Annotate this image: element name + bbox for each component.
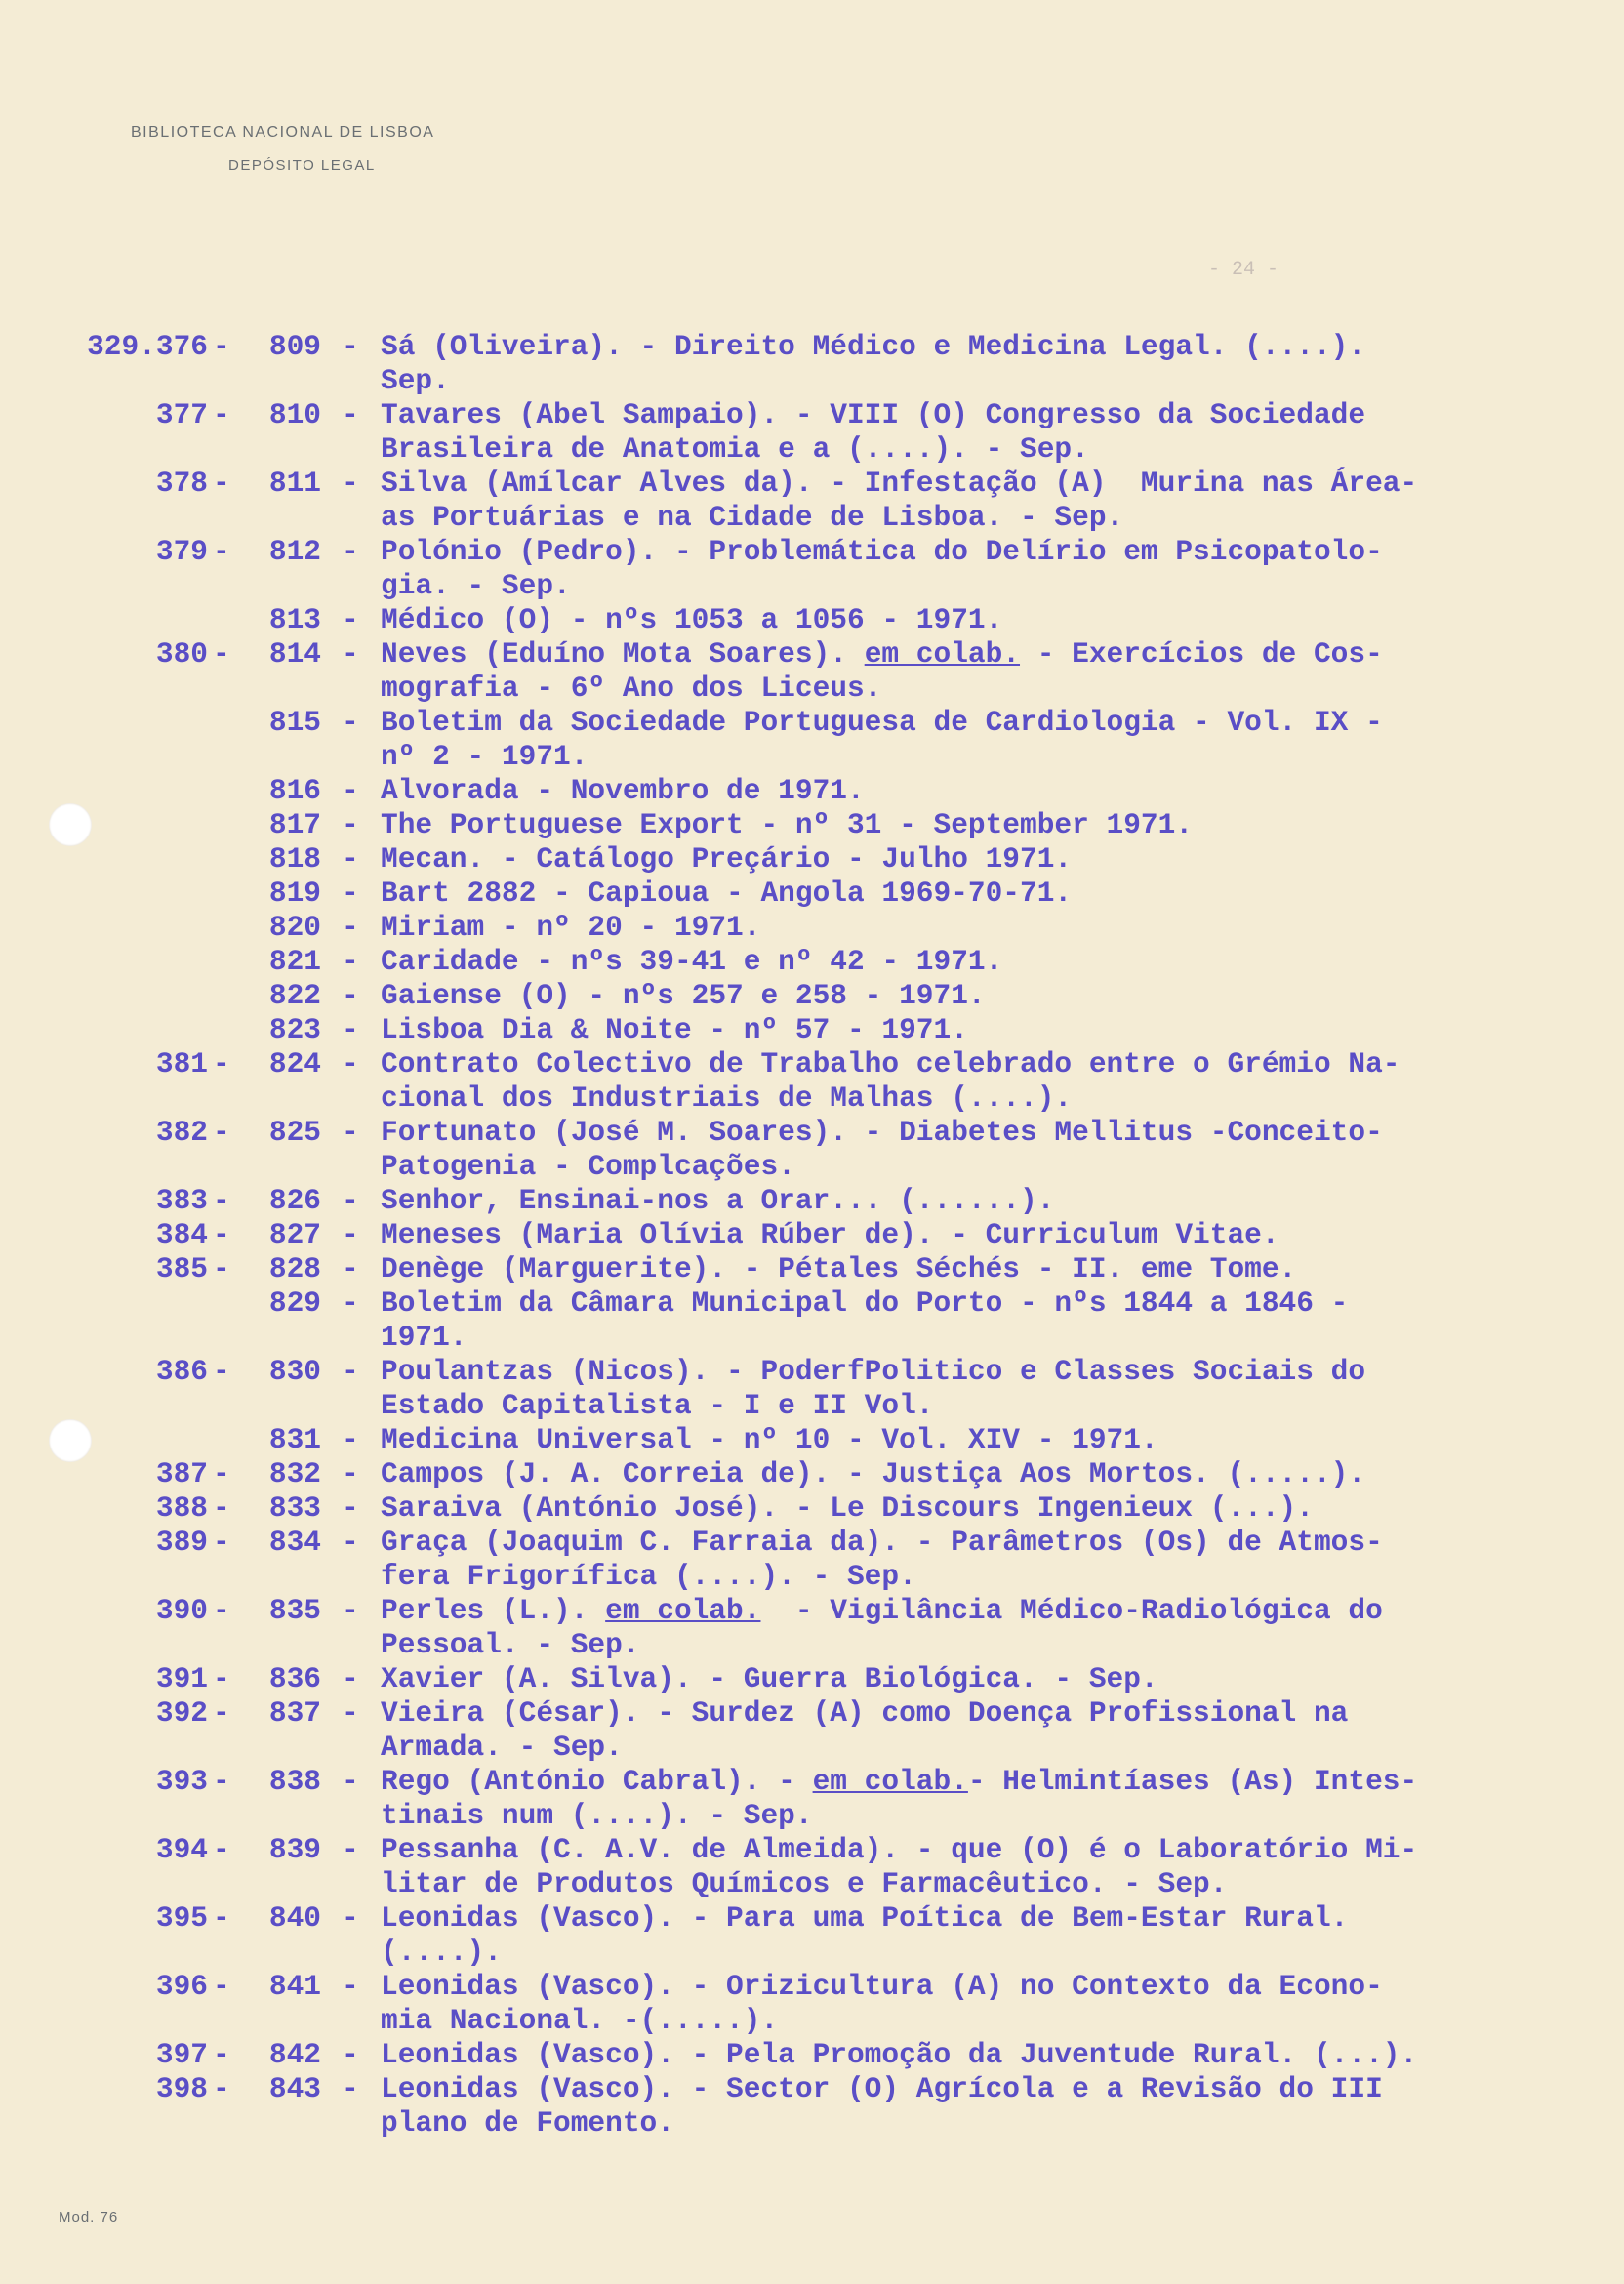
registry-number: 396 xyxy=(155,1970,208,2003)
separator-dash: - xyxy=(342,774,359,807)
separator-dash: - xyxy=(342,1594,359,1627)
deposit-number: 838 xyxy=(268,1765,321,1798)
deposit-number: 836 xyxy=(268,1662,321,1695)
deposit-number: 841 xyxy=(268,1970,321,2003)
separator-dash: - xyxy=(342,637,359,671)
entry-text: Fortunato (José M. Soares). - Diabetes Mellitus -Conceito- xyxy=(381,1116,1383,1149)
catalog-entry-continuation xyxy=(0,501,1624,535)
catalog-entry-continuation xyxy=(0,1321,1624,1355)
registry-number: 395 xyxy=(155,1901,208,1935)
registry-number: 398 xyxy=(155,2072,208,2105)
entry-text: fera Frigorífica (....). - Sep. xyxy=(381,1560,916,1593)
separator-dash: - xyxy=(213,637,230,671)
entry-text: Brasileira de Anatomia e a (....). - Sep. xyxy=(381,432,1089,466)
separator-dash: - xyxy=(342,1252,359,1285)
entry-text: (....). xyxy=(381,1936,502,1969)
deposit-number: 814 xyxy=(268,637,321,671)
deposit-number: 843 xyxy=(268,2072,321,2105)
separator-dash: - xyxy=(342,467,359,500)
registry-number: 381 xyxy=(155,1047,208,1081)
entry-text: Denège (Marguerite). - Pétales Séchés - II. eme Tome. xyxy=(381,1252,1297,1285)
entry-text: Médico (O) - nºs 1053 a 1056 - 1971. xyxy=(381,603,1003,636)
registry-number: 393 xyxy=(155,1765,208,1798)
registry-number: 380 xyxy=(155,637,208,671)
separator-dash: - xyxy=(342,1696,359,1730)
registry-number: 385 xyxy=(155,1252,208,1285)
entry-text: Sá (Oliveira). - Direito Médico e Medicina Legal. (....). xyxy=(381,330,1366,363)
deposit-number: 827 xyxy=(268,1218,321,1251)
catalog-entry-continuation xyxy=(0,2106,1624,2141)
separator-dash: - xyxy=(213,398,230,431)
catalog-entry xyxy=(0,1833,1624,1867)
catalog-entry xyxy=(0,1901,1624,1936)
separator-dash: - xyxy=(342,2072,359,2105)
separator-dash: - xyxy=(342,1526,359,1559)
catalog-entry xyxy=(0,1594,1624,1628)
catalog-entry-continuation xyxy=(0,1150,1624,1184)
entry-text: Perles (L.). em colab. - Vigilância Médico-Radiológica do xyxy=(381,1594,1383,1627)
separator-dash: - xyxy=(213,330,230,363)
separator-dash: - xyxy=(342,1970,359,2003)
separator-dash: - xyxy=(213,535,230,568)
separator-dash: - xyxy=(342,1901,359,1935)
registry-number: 388 xyxy=(155,1491,208,1525)
catalog-entry xyxy=(0,467,1624,501)
separator-dash: - xyxy=(213,1184,230,1217)
separator-dash: - xyxy=(342,808,359,841)
separator-dash: - xyxy=(342,1218,359,1251)
entry-text: Lisboa Dia & Noite - nº 57 - 1971. xyxy=(381,1013,968,1046)
registry-number: 382 xyxy=(155,1116,208,1149)
entry-text: Pessoal. - Sep. xyxy=(381,1628,640,1661)
registry-number: 394 xyxy=(155,1833,208,1866)
entry-text: Estado Capitalista - I e II Vol. xyxy=(381,1389,934,1422)
entry-text: cional dos Industriais de Malhas (....). xyxy=(381,1081,1073,1115)
entry-text: Bart 2882 - Capioua - Angola 1969-70-71. xyxy=(381,877,1073,910)
deposit-number: 825 xyxy=(268,1116,321,1149)
separator-dash: - xyxy=(342,398,359,431)
catalog-entry-continuation xyxy=(0,432,1624,467)
deposit-number: 809 xyxy=(268,330,321,363)
entry-text: Mecan. - Catálogo Preçário - Julho 1971. xyxy=(381,842,1073,876)
entry-text: Boletim da Câmara Municipal do Porto - nºs 1844 a 1846 - xyxy=(381,1286,1349,1320)
deposit-number: 833 xyxy=(268,1491,321,1525)
entry-text: Armada. - Sep. xyxy=(381,1731,623,1764)
catalog-entry-continuation xyxy=(0,1560,1624,1594)
registry-number: 391 xyxy=(155,1662,208,1695)
entry-text: Meneses (Maria Olívia Rúber de). - Curriculum Vitae. xyxy=(381,1218,1279,1251)
catalog-entry xyxy=(0,535,1624,569)
entry-text: Leonidas (Vasco). - Orizicultura (A) no Contexto da Econo- xyxy=(381,1970,1383,2003)
separator-dash: - xyxy=(213,1526,230,1559)
registry-number: 377 xyxy=(155,398,208,431)
separator-dash: - xyxy=(342,603,359,636)
catalog-entry xyxy=(0,1526,1624,1560)
entry-text: plano de Fomento. xyxy=(381,2106,674,2140)
catalog-entry xyxy=(0,808,1624,842)
catalog-entry xyxy=(0,877,1624,911)
form-code: Mod. 76 xyxy=(59,2209,119,2225)
deposit-number: 835 xyxy=(268,1594,321,1627)
deposit-number: 831 xyxy=(268,1423,321,1456)
entry-text: Leonidas (Vasco). - Pela Promoção da Juventude Rural. (...). xyxy=(381,2038,1418,2071)
registry-number: 390 xyxy=(155,1594,208,1627)
catalog-entry-continuation xyxy=(0,672,1624,706)
entry-text: Boletim da Sociedade Portuguesa de Cardiologia - Vol. IX - xyxy=(381,706,1383,739)
registry-number: 389 xyxy=(155,1526,208,1559)
deposit-number: 823 xyxy=(268,1013,321,1046)
separator-dash: - xyxy=(213,1252,230,1285)
deposit-number: 837 xyxy=(268,1696,321,1730)
catalog-entry xyxy=(0,2038,1624,2072)
entry-text: nº 2 - 1971. xyxy=(381,740,589,773)
separator-dash: - xyxy=(342,1491,359,1525)
catalog-list xyxy=(0,330,1624,2141)
registry-number: 383 xyxy=(155,1184,208,1217)
separator-dash: - xyxy=(342,1765,359,1798)
registry-number: 386 xyxy=(155,1355,208,1388)
separator-dash: - xyxy=(342,1013,359,1046)
registry-number: 392 xyxy=(155,1696,208,1730)
entry-text: Leonidas (Vasco). - Sector (O) Agrícola e a Revisão do III xyxy=(381,2072,1383,2105)
registry-number: 329.376 xyxy=(87,330,208,363)
separator-dash: - xyxy=(342,877,359,910)
entry-text: Pessanha (C. A.V. de Almeida). - que (O) é o Laboratório Mi- xyxy=(381,1833,1418,1866)
catalog-entry xyxy=(0,1457,1624,1491)
entry-text: Campos (J. A. Correia de). - Justiça Aos Mortos. (.....). xyxy=(381,1457,1366,1490)
separator-dash: - xyxy=(342,1662,359,1695)
deposit-number: 829 xyxy=(268,1286,321,1320)
catalog-entry xyxy=(0,603,1624,637)
separator-dash: - xyxy=(213,1457,230,1490)
catalog-entry xyxy=(0,1116,1624,1150)
entry-text: gia. - Sep. xyxy=(381,569,571,602)
catalog-entry xyxy=(0,1286,1624,1321)
catalog-entry xyxy=(0,1047,1624,1081)
separator-dash: - xyxy=(342,535,359,568)
separator-dash: - xyxy=(213,2038,230,2071)
entry-text: The Portuguese Export - nº 31 - September 1971. xyxy=(381,808,1194,841)
deposit-number: 811 xyxy=(268,467,321,500)
deposit-number: 815 xyxy=(268,706,321,739)
catalog-entry xyxy=(0,637,1624,672)
separator-dash: - xyxy=(213,1765,230,1798)
entry-text: Rego (António Cabral). - em colab.- Helmintíases (As) Intes- xyxy=(381,1765,1418,1798)
deposit-number: 834 xyxy=(268,1526,321,1559)
separator-dash: - xyxy=(213,1833,230,1866)
catalog-entry xyxy=(0,1355,1624,1389)
catalog-entry xyxy=(0,1252,1624,1286)
deposit-number: 830 xyxy=(268,1355,321,1388)
catalog-entry xyxy=(0,979,1624,1013)
registry-number: 397 xyxy=(155,2038,208,2071)
deposit-number: 821 xyxy=(268,945,321,978)
entry-text: Silva (Amílcar Alves da). - Infestação (A) Murina nas Área- xyxy=(381,467,1418,500)
catalog-entry-continuation xyxy=(0,1731,1624,1765)
catalog-entry-continuation xyxy=(0,2004,1624,2038)
separator-dash: - xyxy=(342,1457,359,1490)
entry-text: Polónio (Pedro). - Problemática do Delírio em Psicopatolo- xyxy=(381,535,1383,568)
separator-dash: - xyxy=(342,945,359,978)
entry-text: Gaiense (O) - nºs 257 e 258 - 1971. xyxy=(381,979,986,1012)
entry-text: Patogenia - Complcações. xyxy=(381,1150,795,1183)
deposit-number: 813 xyxy=(268,603,321,636)
entry-text: 1971. xyxy=(381,1321,467,1354)
deposit-number: 816 xyxy=(268,774,321,807)
registry-number: 384 xyxy=(155,1218,208,1251)
entry-text: litar de Produtos Químicos e Farmacêutico. - Sep. xyxy=(381,1867,1228,1900)
catalog-entry xyxy=(0,774,1624,808)
entry-text: Alvorada - Novembro de 1971. xyxy=(381,774,865,807)
catalog-entry-continuation xyxy=(0,740,1624,774)
entry-text: mografia - 6º Ano dos Liceus. xyxy=(381,672,882,705)
deposit-number: 819 xyxy=(268,877,321,910)
entry-text: Neves (Eduíno Mota Soares). em colab. - Exercícios de Cos- xyxy=(381,637,1383,671)
catalog-entry xyxy=(0,1013,1624,1047)
entry-text: Leonidas (Vasco). - Para uma Poítica de Bem-Estar Rural. xyxy=(381,1901,1349,1935)
deposit-number: 817 xyxy=(268,808,321,841)
deposit-number: 828 xyxy=(268,1252,321,1285)
catalog-entry-continuation xyxy=(0,1389,1624,1423)
catalog-entry xyxy=(0,842,1624,877)
deposit-number: 826 xyxy=(268,1184,321,1217)
deposit-number: 840 xyxy=(268,1901,321,1935)
entry-text: Xavier (A. Silva). - Guerra Biológica. - Sep. xyxy=(381,1662,1158,1695)
separator-dash: - xyxy=(213,1901,230,1935)
catalog-entry xyxy=(0,1184,1624,1218)
underlined-note: em colab. xyxy=(605,1594,761,1627)
catalog-entry-continuation xyxy=(0,1799,1624,1833)
catalog-entry xyxy=(0,945,1624,979)
separator-dash: - xyxy=(213,1970,230,2003)
registry-number: 379 xyxy=(155,535,208,568)
registry-number: 387 xyxy=(155,1457,208,1490)
catalog-entry-continuation xyxy=(0,1867,1624,1901)
entry-text: Graça (Joaquim C. Farraia da). - Parâmetros (Os) de Atmos- xyxy=(381,1526,1383,1559)
institution-header: BIBLIOTECA NACIONAL DE LISBOA xyxy=(131,124,435,141)
separator-dash: - xyxy=(213,1594,230,1627)
catalog-entry xyxy=(0,1765,1624,1799)
entry-text: Caridade - nºs 39-41 e nº 42 - 1971. xyxy=(381,945,1003,978)
separator-dash: - xyxy=(213,1696,230,1730)
deposit-number: 832 xyxy=(268,1457,321,1490)
catalog-entry xyxy=(0,1423,1624,1457)
deposit-number: 820 xyxy=(268,911,321,944)
separator-dash: - xyxy=(342,842,359,876)
registry-number: 378 xyxy=(155,467,208,500)
separator-dash: - xyxy=(342,1355,359,1388)
deposit-number: 818 xyxy=(268,842,321,876)
catalog-entry xyxy=(0,2072,1624,2106)
separator-dash: - xyxy=(342,911,359,944)
catalog-entry xyxy=(0,398,1624,432)
catalog-entry xyxy=(0,1662,1624,1696)
separator-dash: - xyxy=(342,1184,359,1217)
entry-text: mia Nacional. -(.....). xyxy=(381,2004,779,2037)
entry-text: Medicina Universal - nº 10 - Vol. XIV - 1971. xyxy=(381,1423,1158,1456)
catalog-entry xyxy=(0,1491,1624,1526)
separator-dash: - xyxy=(213,467,230,500)
catalog-entry xyxy=(0,1696,1624,1731)
deposit-number: 812 xyxy=(268,535,321,568)
catalog-entry-continuation xyxy=(0,1081,1624,1116)
deposit-number: 822 xyxy=(268,979,321,1012)
separator-dash: - xyxy=(213,1047,230,1081)
page-number: - 24 - xyxy=(1208,259,1279,281)
separator-dash: - xyxy=(342,330,359,363)
catalog-entry xyxy=(0,1218,1624,1252)
separator-dash: - xyxy=(342,979,359,1012)
entry-text: Poulantzas (Nicos). - PoderfPolitico e Classes Sociais do xyxy=(381,1355,1366,1388)
deposit-number: 810 xyxy=(268,398,321,431)
separator-dash: - xyxy=(213,1218,230,1251)
catalog-entry xyxy=(0,330,1624,364)
entry-text: Sep. xyxy=(381,364,450,397)
separator-dash: - xyxy=(213,1491,230,1525)
separator-dash: - xyxy=(342,2038,359,2071)
catalog-entry xyxy=(0,1970,1624,2004)
separator-dash: - xyxy=(342,1286,359,1320)
entry-text: Contrato Colectivo de Trabalho celebrado entre o Grémio Na- xyxy=(381,1047,1401,1081)
entry-text: as Portuárias e na Cidade de Lisboa. - Sep. xyxy=(381,501,1124,534)
deposit-number: 824 xyxy=(268,1047,321,1081)
catalog-entry-continuation xyxy=(0,1936,1624,1970)
entry-text: Saraiva (António José). - Le Discours Ingenieux (...). xyxy=(381,1491,1314,1525)
catalog-entry-continuation xyxy=(0,1628,1624,1662)
underlined-note: em colab. xyxy=(812,1765,968,1798)
deposit-number: 842 xyxy=(268,2038,321,2071)
separator-dash: - xyxy=(342,706,359,739)
entry-text: Tavares (Abel Sampaio). - VIII (O) Congresso da Sociedade xyxy=(381,398,1366,431)
catalog-entry xyxy=(0,911,1624,945)
separator-dash: - xyxy=(213,2072,230,2105)
separator-dash: - xyxy=(342,1116,359,1149)
separator-dash: - xyxy=(213,1662,230,1695)
department-header: DEPÓSITO LEGAL xyxy=(228,157,376,174)
catalog-entry-continuation xyxy=(0,364,1624,398)
entry-text: tinais num (....). - Sep. xyxy=(381,1799,813,1832)
deposit-number: 839 xyxy=(268,1833,321,1866)
entry-text: Senhor, Ensinai-nos a Orar... (......). xyxy=(381,1184,1055,1217)
separator-dash: - xyxy=(342,1833,359,1866)
separator-dash: - xyxy=(342,1423,359,1456)
separator-dash: - xyxy=(213,1355,230,1388)
entry-text: Vieira (César). - Surdez (A) como Doença Profissional na xyxy=(381,1696,1349,1730)
separator-dash: - xyxy=(342,1047,359,1081)
entry-text: Miriam - nº 20 - 1971. xyxy=(381,911,761,944)
underlined-note: em colab. xyxy=(864,637,1021,671)
catalog-entry xyxy=(0,706,1624,740)
separator-dash: - xyxy=(213,1116,230,1149)
catalog-entry-continuation xyxy=(0,569,1624,603)
